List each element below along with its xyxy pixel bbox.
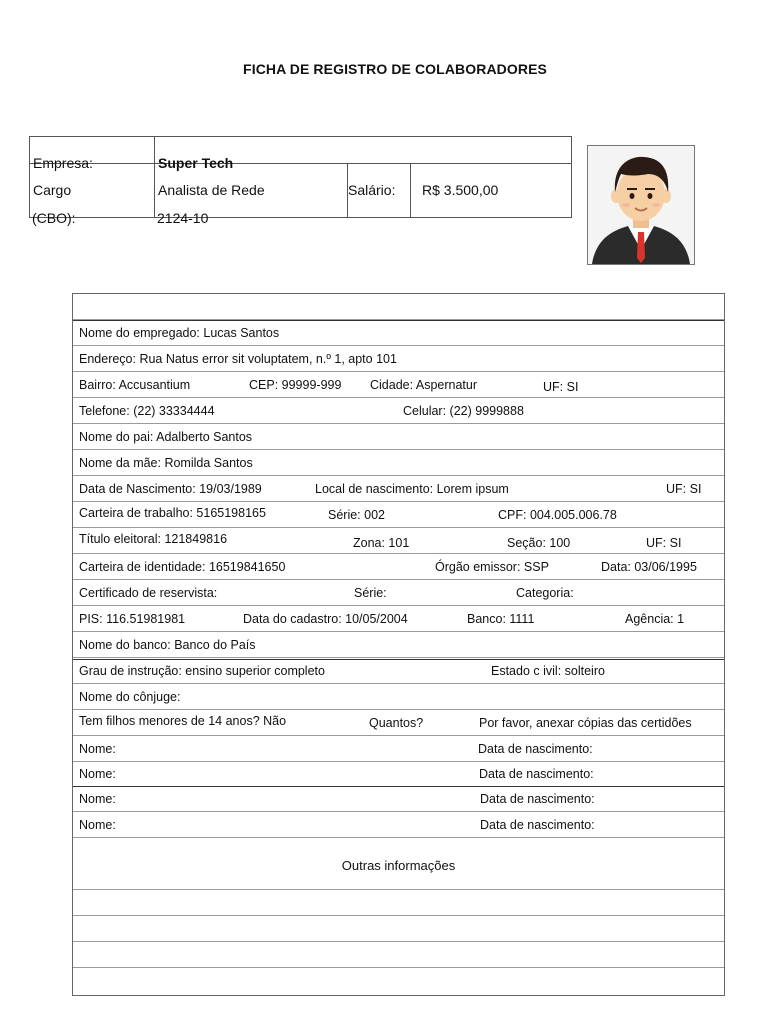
- data-cadastro: Data do cadastro: 10/05/2004: [243, 612, 408, 626]
- cbo-value: 2124-10: [157, 210, 209, 226]
- data-nascimento: Data de Nascimento: 19/03/1989: [79, 482, 262, 496]
- data-identidade: Data: 03/06/1995: [601, 560, 697, 574]
- employee-photo: [587, 145, 695, 265]
- filhos-menores: Tem filhos menores de 14 anos? Não: [79, 714, 287, 728]
- child-row: [73, 736, 724, 762]
- cep: CEP: 99999-999: [249, 378, 342, 392]
- nome-mae: Nome da mãe: Romilda Santos: [79, 456, 253, 470]
- categoria: Categoria:: [516, 586, 574, 600]
- cbo-label: (CBO):: [32, 210, 76, 226]
- form-row: [73, 684, 724, 710]
- zona: Zona: 101: [353, 536, 410, 550]
- blank-row: [73, 916, 724, 942]
- serie-carteira: Série: 002: [328, 508, 385, 522]
- cpf: CPF: 004.005.006.78: [498, 508, 617, 522]
- grau-instrucao: Grau de instrução: ensino superior completo: [79, 664, 325, 678]
- company-table: [29, 136, 572, 218]
- telefone: Telefone: (22) 33334444: [79, 404, 215, 418]
- bairro: Bairro: Accusantium: [79, 378, 191, 392]
- banco: Banco: 1111: [467, 612, 535, 626]
- agencia: Agência: 1: [625, 612, 685, 626]
- cidade: Cidade: Aspernatur: [370, 378, 478, 392]
- reservista: Certificado de reservista:: [79, 586, 218, 600]
- titulo-eleitoral: Título eleitoral: 121849816: [79, 532, 228, 546]
- child-row: [73, 812, 724, 838]
- child-row: [73, 786, 724, 812]
- estado-civil: Estado c ivil: solteiro: [491, 664, 605, 678]
- blank-row: [73, 942, 724, 968]
- celular: Celular: (22) 9999888: [403, 404, 524, 418]
- form-row: [73, 476, 724, 502]
- page-title: FICHA DE REGISTRO DE COLABORADORES: [243, 61, 547, 77]
- uf-endereco: UF: SI: [543, 380, 579, 394]
- nome-conjuge: Nome do cônjuge:: [79, 690, 181, 704]
- form-row: [73, 398, 724, 424]
- uf-titulo: UF: SI: [646, 536, 682, 550]
- nome-empregado: Nome do empregado: Lucas Santos: [79, 326, 280, 340]
- child-birth-label: Data de nascimento:: [480, 792, 595, 806]
- cargo-value: Analista de Rede: [158, 182, 265, 198]
- salario-label: Salário:: [348, 182, 396, 198]
- nome-banco: Nome do banco: Banco do País: [79, 638, 256, 652]
- child-name-label: Nome:: [79, 818, 116, 832]
- form-row: [73, 710, 724, 736]
- form-row: [73, 424, 724, 450]
- form-row: [73, 658, 724, 684]
- carteira-trabalho: Carteira de trabalho: 5165198165: [79, 506, 266, 520]
- serie-reservista: Série:: [354, 586, 387, 600]
- form-row: [73, 450, 724, 476]
- pis: PIS: 116.51981981: [79, 612, 186, 626]
- cargo-label: Cargo: [33, 182, 72, 198]
- divider: [410, 163, 411, 217]
- divider: [30, 163, 571, 164]
- employee-avatar-icon: [588, 146, 694, 264]
- outras-info-row: [73, 838, 724, 890]
- salario-value: R$ 3.500,00: [422, 182, 499, 198]
- child-birth-label: Data de nascimento:: [479, 767, 594, 781]
- quantos: Quantos?: [369, 716, 424, 730]
- child-name-label: Nome:: [79, 767, 116, 781]
- outras-informacoes: Outras informações: [341, 858, 456, 873]
- empresa-label: Empresa:: [33, 155, 93, 171]
- form-row: [73, 528, 724, 554]
- child-row: [73, 761, 724, 787]
- form-row: [73, 632, 724, 658]
- local-nascimento: Local de nascimento: Lorem ipsum: [315, 482, 509, 496]
- form-row: [73, 502, 724, 528]
- endereco: Endereço: Rua Natus error sit voluptatem, n.º 1, apto 101: [79, 352, 397, 366]
- divider: [154, 137, 155, 217]
- secao: Seção: 100: [507, 536, 571, 550]
- anexar-certidoes: Por favor, anexar cópias das certidões: [479, 716, 692, 730]
- identidade: Carteira de identidade: 16519841650: [79, 560, 286, 574]
- orgao-emissor: Órgão emissor: SSP: [435, 560, 549, 574]
- form-row: [73, 346, 724, 372]
- form-row: [73, 554, 724, 580]
- employee-form: [72, 293, 725, 996]
- form-row: [73, 606, 724, 632]
- child-birth-label: Data de nascimento:: [478, 742, 593, 756]
- uf-nascimento: UF: SI: [666, 482, 702, 496]
- nome-pai: Nome do pai: Adalberto Santos: [79, 430, 253, 444]
- form-row-top: [73, 294, 724, 320]
- form-row: [73, 580, 724, 606]
- form-row: [73, 320, 724, 346]
- child-birth-label: Data de nascimento:: [480, 818, 595, 832]
- form-row: [73, 372, 724, 398]
- child-name-label: Nome:: [79, 792, 116, 806]
- empresa-value: Super Tech: [158, 155, 234, 171]
- child-name-label: Nome:: [79, 742, 116, 756]
- blank-row: [73, 890, 724, 916]
